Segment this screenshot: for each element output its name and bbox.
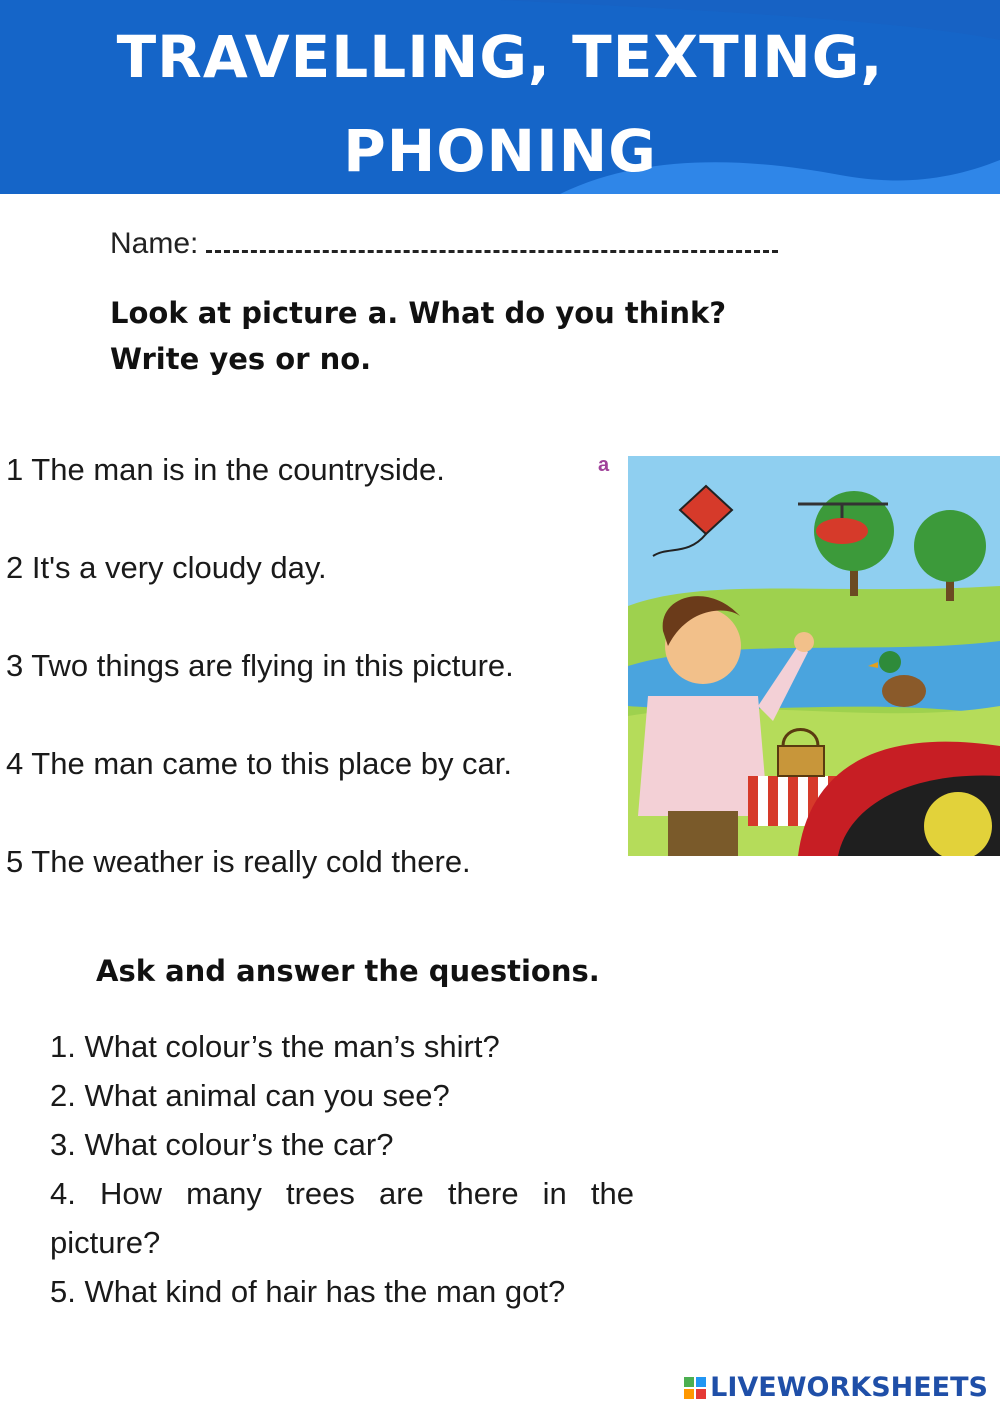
statement-3: 3 Two things are flying in this picture. <box>6 648 514 683</box>
brand-footer <box>684 1372 988 1403</box>
name-row <box>110 226 778 261</box>
section-heading: Ask and answer the questions. <box>96 954 600 988</box>
brand-name: LIVEWORKSHEETS <box>710 1372 988 1403</box>
instruction-line-2: Write yes or no. <box>110 342 372 376</box>
question-list <box>50 1022 634 1316</box>
header-banner <box>0 0 1000 194</box>
question-3: 3. What colour’s the car? <box>50 1127 394 1162</box>
statement-4: 4 The man came to this place by car. <box>6 746 513 781</box>
statement-1: 1 The man is in the countryside. <box>6 452 445 487</box>
question-2: 2. What animal can you see? <box>50 1078 450 1113</box>
page-title-line-1: TRAVELLING, TEXTING, <box>116 23 884 91</box>
statement-2: 2 It's a very cloudy day. <box>6 550 327 585</box>
picnic-illustration <box>628 456 1000 856</box>
question-5: 5. What kind of hair has the man got? <box>50 1274 566 1309</box>
question-4: 4. How many trees are there in the picture? <box>50 1176 634 1260</box>
name-label: Name: <box>110 227 199 260</box>
statement-5: 5 The weather is really cold there. <box>6 844 471 879</box>
page-title-line-2: PHONING <box>343 117 657 185</box>
picture-label: a <box>598 454 610 476</box>
question-1: 1. What colour’s the man’s shirt? <box>50 1029 500 1064</box>
liveworksheets-logo-icon <box>684 1377 706 1399</box>
instruction-line-1: Look at picture a. What do you think? <box>110 296 727 330</box>
name-field[interactable] <box>206 226 778 253</box>
